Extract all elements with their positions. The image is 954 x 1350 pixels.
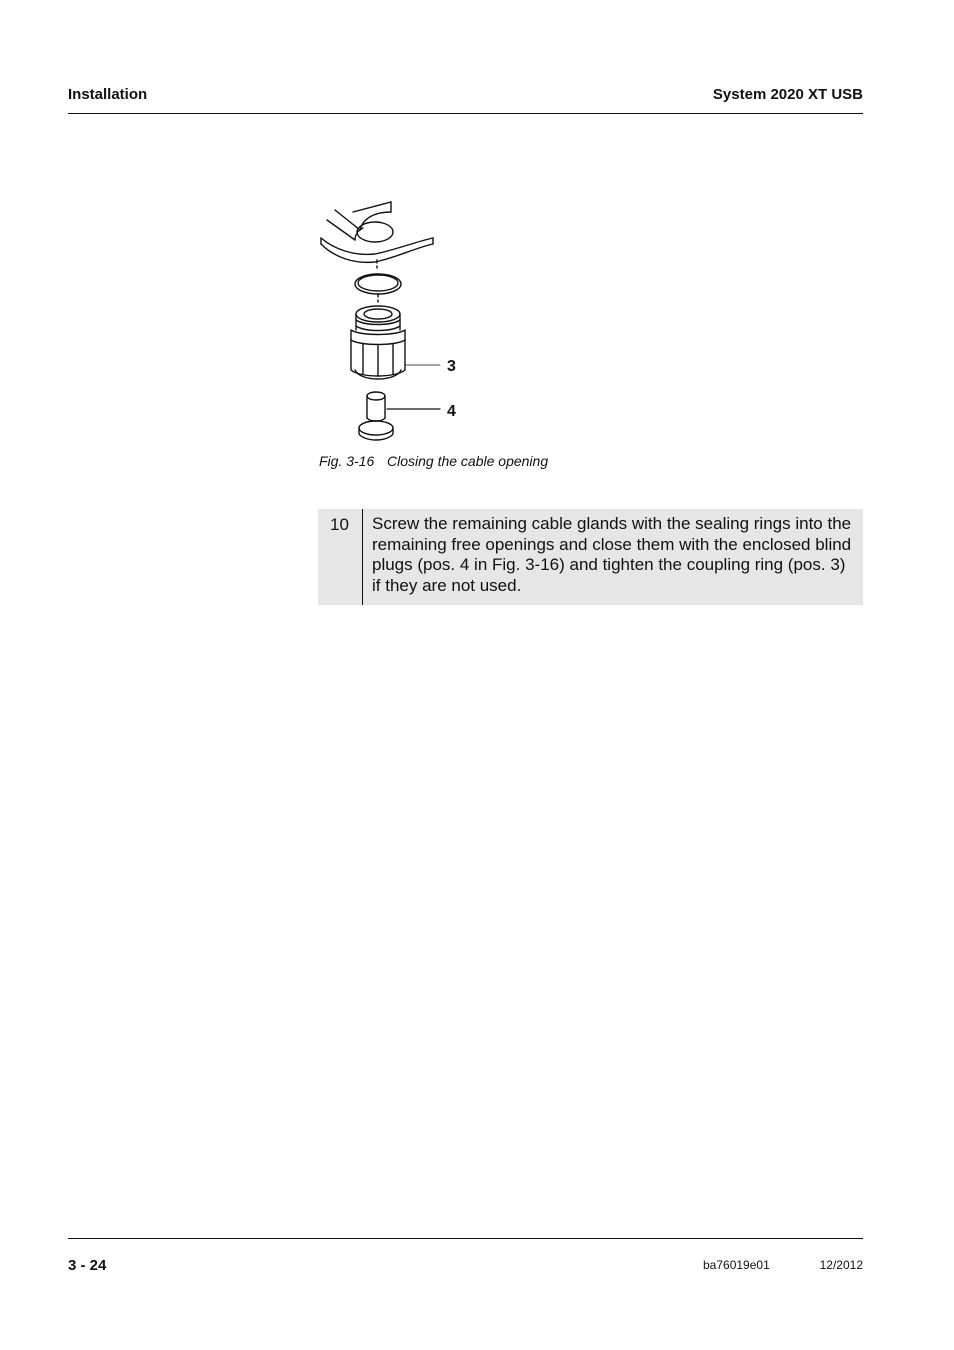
cable-gland [351, 306, 405, 379]
document-id: ba76019e01 [703, 1258, 770, 1272]
sealing-ring [355, 274, 401, 302]
callout-label-4: 4 [447, 403, 456, 420]
figure-caption-text: Closing the cable opening [387, 453, 549, 469]
cable-gland-illustration [315, 190, 475, 450]
page-number: 3 - 24 [68, 1257, 107, 1274]
instruction-step [318, 509, 863, 605]
figure-number: Fig. 3-16 [319, 453, 375, 469]
header-product-name: System 2020 XT USB [712, 86, 863, 103]
header-section-title: Installation [68, 86, 148, 103]
callout-label-3: 3 [447, 358, 456, 375]
header-divider [68, 113, 863, 114]
step-text: Screw the remaining cable glands with the sealing rings into the remaining free openings and close them with the enclosed blind plugs (pos. 4 in Fig. 3-16) and tighten the coupling ring (pos. 3) if they are not used. [372, 514, 852, 595]
document-date: 12/2012 [819, 1258, 863, 1272]
footer-divider [68, 1238, 863, 1239]
figure-caption [319, 453, 548, 469]
housing-wall [321, 202, 433, 268]
step-number: 10 [318, 509, 363, 605]
blind-plug [359, 392, 393, 440]
